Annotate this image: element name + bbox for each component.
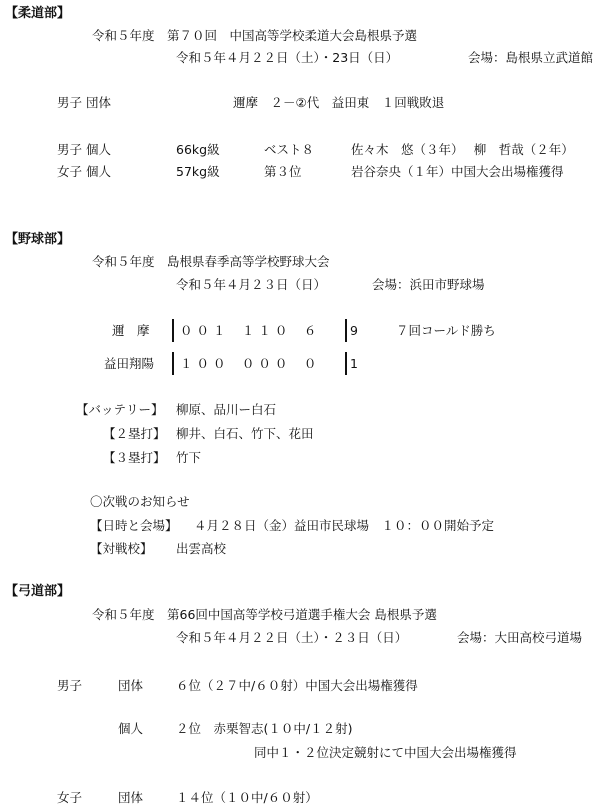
judo-heading: 【柔道部】 <box>5 6 71 21</box>
kyudo-event-line: 令和５年度 第66回中国高等学校弓道選手権大会 島根県予選 <box>92 607 437 622</box>
judo-individual-label: 男子 個人 <box>57 142 111 157</box>
scoreboard-team: 邇 摩 <box>112 323 150 338</box>
triples-label: 【３塁打】 <box>103 450 166 465</box>
next-opponent-label: 【対戦校】 <box>90 541 153 556</box>
judo-weight-class: 66kg級 <box>176 142 220 157</box>
kyudo-boys-individual-result: ２位 赤栗智志(１０中/１２射) <box>176 721 353 736</box>
judo-weight-class: 57kg級 <box>176 164 220 179</box>
judo-rank: ベスト８ <box>264 142 315 157</box>
doubles-label: 【２塁打】 <box>103 426 166 441</box>
scoreboard-total: 9 <box>350 323 358 338</box>
scoreboard-divider <box>172 319 174 342</box>
kyudo-girls-label: 女子 <box>57 790 83 805</box>
kyudo-boys-label: 男子 <box>57 678 83 693</box>
kyudo-venue: 会場：大田高校弓道場 <box>457 630 583 645</box>
triples-value: 竹下 <box>176 450 202 465</box>
judo-venue: 会場：島根県立武道館 <box>468 50 594 65</box>
judo-team-result: 邇摩 ２－②代 益田東 １回戦敗退 <box>233 95 445 110</box>
judo-date-line: 令和５年４月２２日（土）・23日（日） <box>176 50 399 65</box>
scoreboard-innings: ０ ０ １ １ １ ０ ６ <box>180 323 317 338</box>
scoreboard-innings: １ ０ ０ ０ ０ ０ ０ <box>180 356 317 371</box>
next-date-value: ４月２８日（金）益田市民球場 １０：００開始予定 <box>194 518 495 533</box>
judo-names: 佐々木 悠（３年） 柳 哲哉（２年） <box>351 142 574 157</box>
kyudo-date-line: 令和５年４月２２日（土）・２３日（日） <box>176 630 408 645</box>
scoreboard-total: 1 <box>350 356 358 371</box>
next-opponent-value: 出雲高校 <box>176 541 227 556</box>
baseball-venue: 会場：浜田市野球場 <box>372 277 485 292</box>
scoreboard-divider <box>172 352 174 375</box>
kyudo-girls-team-result: １４位（１０中/６０射） <box>176 790 318 805</box>
judo-rank: 第３位 <box>264 164 302 179</box>
kyudo-individual-label: 個人 <box>118 721 144 736</box>
kyudo-heading: 【弓道部】 <box>5 584 71 599</box>
next-game-title: 〇次戦のお知らせ <box>90 494 190 509</box>
baseball-date-line: 令和５年４月２３日（日） <box>176 277 327 292</box>
judo-event-line: 令和５年度 第７０回 中国高等学校柔道大会島根県予選 <box>92 28 418 43</box>
kyudo-team-label: 団体 <box>118 678 144 693</box>
battery-label: 【バッテリー】 <box>76 402 164 417</box>
scoreboard-note: ７回コールド勝ち <box>396 323 496 338</box>
scoreboard-divider <box>345 319 347 342</box>
kyudo-girls-team-label: 団体 <box>118 790 144 805</box>
judo-individual-label: 女子 個人 <box>57 164 111 179</box>
baseball-event-line: 令和５年度 島根県春季高等学校野球大会 <box>92 254 330 269</box>
judo-names: 岩谷奈央（１年）中国大会出場権獲得 <box>351 164 564 179</box>
kyudo-boys-individual-note: 同中１・２位決定競射にて中国大会出場権獲得 <box>254 745 517 760</box>
scoreboard-divider <box>345 352 347 375</box>
kyudo-boys-team-result: ６位（２７中/６０射）中国大会出場権獲得 <box>176 678 418 693</box>
scoreboard-team: 益田翔陽 <box>104 356 155 371</box>
next-date-label: 【日時と会場】 <box>90 518 178 533</box>
baseball-heading: 【野球部】 <box>5 232 71 247</box>
judo-team-label: 男子 団体 <box>57 95 111 110</box>
battery-value: 柳原、品川ー白石 <box>176 402 277 417</box>
doubles-value: 柳井、白石、竹下、花田 <box>176 426 314 441</box>
